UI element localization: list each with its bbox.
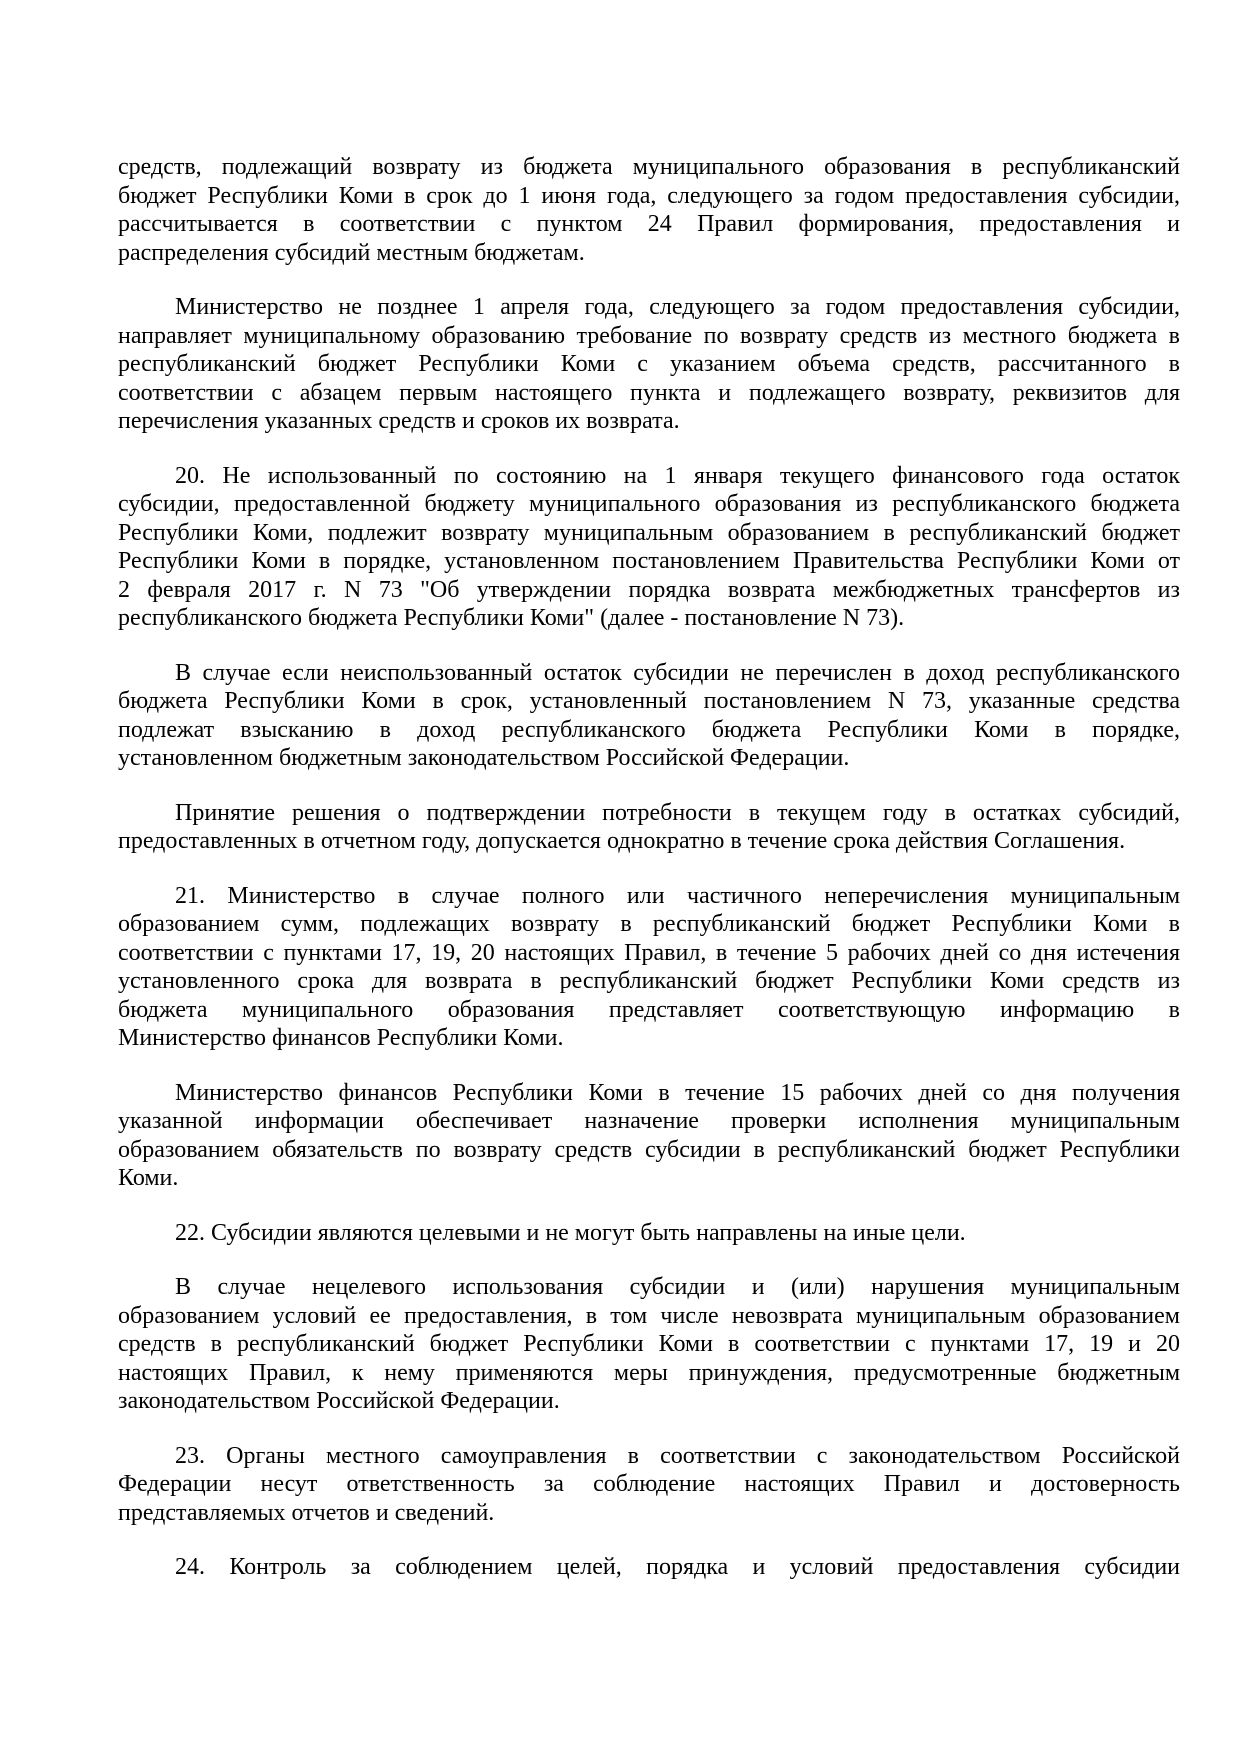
text-line: республиканский бюджет Республики Коми с указанием объема средств, рассчитанного в bbox=[118, 351, 1180, 377]
text-line: подлежат взысканию в доход республиканского бюджета Республики Коми в порядке, bbox=[118, 716, 1180, 743]
paragraph bbox=[118, 799, 1180, 856]
text-line: Министерство финансов Республики Коми. bbox=[118, 1025, 564, 1051]
text-line: бюджет Республики Коми в срок до 1 июня года, следующего за годом предоставления субсидии, bbox=[118, 182, 1180, 209]
text-line: законодательством Российской Федерации. bbox=[118, 1388, 560, 1414]
text-line: 22. Субсидии являются целевыми и не могут быть направлены на иные цели. bbox=[175, 1219, 966, 1246]
text-line: Министерство финансов Республики Коми в течение 15 рабочих дней со дня получения bbox=[175, 1079, 1180, 1106]
paragraph bbox=[118, 1442, 1180, 1528]
paragraph bbox=[118, 1219, 1180, 1248]
text-line: 2 февраля 2017 г. N 73 "Об утверждении порядка возврата межбюджетных трансфертов из bbox=[118, 576, 1180, 603]
paragraph bbox=[118, 1273, 1180, 1416]
text-line: средств, подлежащий возврату из бюджета муниципального образования в республиканский bbox=[118, 154, 1180, 180]
text-line: образованием сумм, подлежащих возврату в республиканский бюджет Республики Коми в bbox=[118, 911, 1180, 937]
text-line: средств в республиканский бюджет Республики Коми в соответствии с пунктами 17, 19 и 20 bbox=[118, 1331, 1180, 1357]
text-line: рассчитывается в соответствии с пунктом 24 Правил формирования, предоставления и bbox=[118, 211, 1180, 237]
text-line: Республики Коми в порядке, установленном постановлением Правительства Республики Коми от bbox=[118, 548, 1180, 574]
text-line: Республики Коми, подлежит возврату муниципальным образованием в республиканский бюджет bbox=[118, 519, 1180, 546]
paragraph bbox=[118, 293, 1180, 436]
text-line: Федерации несут ответственность за соблюдение настоящих Правил и достоверность bbox=[118, 1471, 1180, 1497]
paragraph bbox=[118, 882, 1180, 1053]
text-line: В случае если неиспользованный остаток субсидии не перечислен в доход республиканского bbox=[175, 659, 1180, 686]
text-line: представляемых отчетов и сведений. bbox=[118, 1499, 495, 1526]
text-line: Министерство не позднее 1 апреля года, следующего за годом предоставления субсидии, bbox=[175, 294, 1180, 320]
text-line: установленного срока для возврата в республиканский бюджет Республики Коми средств из bbox=[118, 968, 1180, 994]
text-line: В случае нецелевого использования субсидии и (или) нарушения муниципальным bbox=[175, 1274, 1180, 1300]
paragraph bbox=[118, 153, 1180, 267]
paragraph bbox=[118, 462, 1180, 633]
text-line: установленном бюджетным законодательством Российской Федерации. bbox=[118, 745, 850, 771]
text-line: Принятие решения о подтверждении потребности в текущем году в остатках субсидий, bbox=[175, 799, 1180, 826]
text-line: бюджета Республики Коми в срок, установленный постановлением N 73, указанные средства bbox=[118, 688, 1180, 714]
text-line: 20. Не использованный по состоянию на 1 января текущего финансового года остаток bbox=[175, 462, 1180, 489]
paragraph bbox=[118, 1553, 1180, 1582]
text-line: предоставленных в отчетном году, допускается однократно в течение срока действия Соглашения. bbox=[118, 828, 1126, 854]
text-line: указанной информации обеспечивает назначение проверки исполнения муниципальным bbox=[118, 1108, 1180, 1134]
text-line: 24. Контроль за соблюдением целей, порядка и условий предоставления субсидии bbox=[175, 1554, 1180, 1580]
paragraph bbox=[118, 1079, 1180, 1193]
text-line: Коми. bbox=[118, 1165, 179, 1191]
text-line: 23. Органы местного самоуправления в соответствии с законодательством Российской bbox=[175, 1442, 1180, 1469]
document-page bbox=[118, 153, 1180, 1608]
text-line: перечисления указанных средств и сроков их возврата. bbox=[118, 408, 680, 434]
text-line: республиканского бюджета Республики Коми" (далее - постановление N 73). bbox=[118, 605, 905, 631]
text-line: направляет муниципальному образованию требование по возврату средств из местного бюджета в bbox=[118, 322, 1180, 349]
text-line: 21. Министерство в случае полного или частичного неперечисления муниципальным bbox=[175, 882, 1180, 909]
text-line: бюджета муниципального образования представляет соответствующую информацию в bbox=[118, 996, 1180, 1023]
paragraph bbox=[118, 659, 1180, 773]
text-line: настоящих Правил, к нему применяются меры принуждения, предусмотренные бюджетным bbox=[118, 1359, 1180, 1386]
text-line: образованием обязательств по возврату средств субсидии в республиканский бюджет Республики bbox=[118, 1136, 1180, 1163]
text-line: субсидии, предоставленной бюджету муниципального образования из республиканского бюджета bbox=[118, 491, 1180, 517]
text-line: образованием условий ее предоставления, в том числе невозврата муниципальным образованием bbox=[118, 1302, 1180, 1329]
text-line: соответствии с пунктами 17, 19, 20 настоящих Правил, в течение 5 рабочих дней со дня истечения bbox=[118, 939, 1180, 966]
text-line: соответствии с абзацем первым настоящего пункта и подлежащего возврату, реквизитов для bbox=[118, 379, 1180, 406]
text-line: распределения субсидий местным бюджетам. bbox=[118, 239, 585, 266]
